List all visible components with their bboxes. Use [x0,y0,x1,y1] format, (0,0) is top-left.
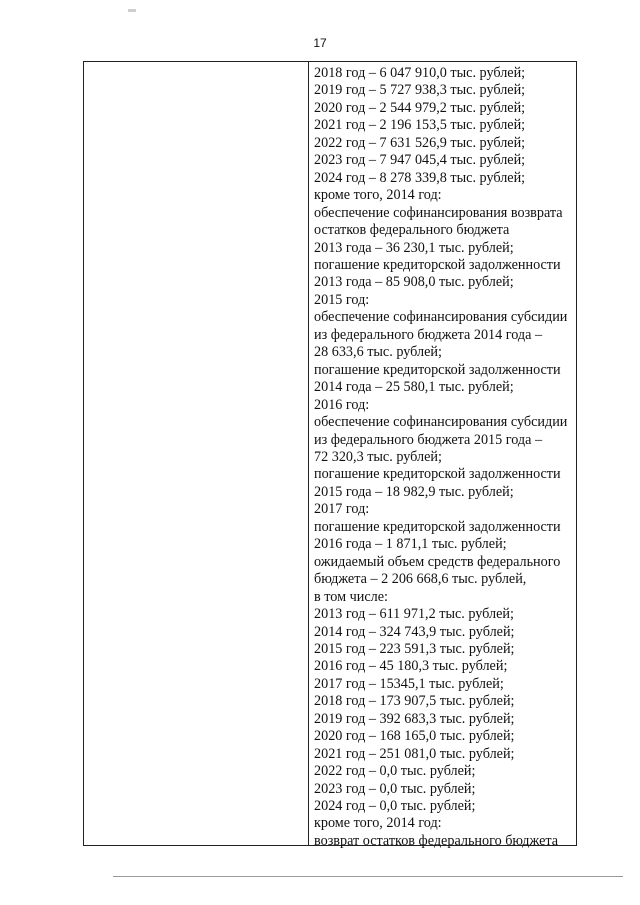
text-line: 2017 год: [314,501,370,518]
text-line: 2015 года – 18 982,9 тыс. рублей; [314,483,514,500]
text-line: 28 633,6 тыс. рублей; [314,344,442,361]
text-line: 2016 года – 1 871,1 тыс. рублей; [314,536,507,553]
text-line: 2014 года – 25 580,1 тыс. рублей; [314,379,514,396]
text-line: 2022 год – 7 631 526,9 тыс. рублей; [314,134,526,151]
scan-mark [128,9,136,12]
text-line: 2019 год – 5 727 938,3 тыс. рублей; [314,82,526,99]
text-line: в том числе: [314,588,388,605]
text-line: 2020 год – 2 544 979,2 тыс. рублей; [314,99,526,116]
text-line: погашение кредиторской задолженности [314,518,561,535]
text-line: 2013 год – 611 971,2 тыс. рублей; [314,606,514,623]
text-line: 2014 год – 324 743,9 тыс. рублей; [314,623,515,640]
text-line: 2018 год – 173 907,5 тыс. рублей; [314,693,515,710]
text-line: из федерального бюджета 2015 года – [314,431,543,448]
text-line: 2013 года – 36 230,1 тыс. рублей; [314,239,514,256]
text-line: 2017 год – 15345,1 тыс. рублей; [314,675,504,692]
document-table [83,61,577,849]
text-line: 2020 год – 168 165,0 тыс. рублей; [314,728,515,745]
text-line: остатков федерального бюджета [314,222,510,239]
page-number: 17 [313,36,327,50]
text-line: из федерального бюджета 2014 года – [314,326,543,343]
text-line: 2013 года – 85 908,0 тыс. рублей; [314,274,514,291]
text-line: 2022 год – 0,0 тыс. рублей; [314,763,476,780]
column-divider [308,62,309,845]
table-right-cell [314,65,574,850]
footer-rule [113,876,623,877]
text-line: погашение кредиторской задолженности [314,466,561,483]
text-line: погашение кредиторской задолженности [314,256,561,273]
text-line: ожидаемый объем средств федерального [314,553,561,570]
text-line: 2016 год – 45 180,3 тыс. рублей; [314,658,508,675]
text-line: 72 320,3 тыс. рублей; [314,448,442,465]
text-line: 2024 год – 8 278 339,8 тыс. рублей; [314,169,526,186]
text-line: 2021 год – 251 081,0 тыс. рублей; [314,745,515,762]
text-line: 2015 год – 223 591,3 тыс. рублей; [314,640,515,657]
text-line: 2016 год: [314,396,370,413]
text-line: бюджета – 2 206 668,6 тыс. рублей, [314,571,527,588]
text-line: 2024 год – 0,0 тыс. рублей; [314,798,476,815]
text-line: обеспечение софинансирования возврата [314,204,563,221]
text-line: 2015 год: [314,291,370,308]
text-line: обеспечение софинансирования субсидии [314,309,568,326]
text-line: кроме того, 2014 год: [314,815,442,832]
text-line: погашение кредиторской задолженности [314,361,561,378]
text-line: кроме того, 2014 год: [314,187,442,204]
text-line: возврат остатков федерального бюджета [314,832,559,849]
text-line: 2021 год – 2 196 153,5 тыс. рублей; [314,117,526,134]
text-line: 2018 год – 6 047 910,0 тыс. рублей; [314,65,526,81]
text-line: обеспечение софинансирования субсидии [314,414,568,431]
text-line: 2023 год – 0,0 тыс. рублей; [314,780,476,797]
text-line: 2019 год – 392 683,3 тыс. рублей; [314,710,515,727]
text-line: 2023 год – 7 947 045,4 тыс. рублей; [314,152,526,169]
